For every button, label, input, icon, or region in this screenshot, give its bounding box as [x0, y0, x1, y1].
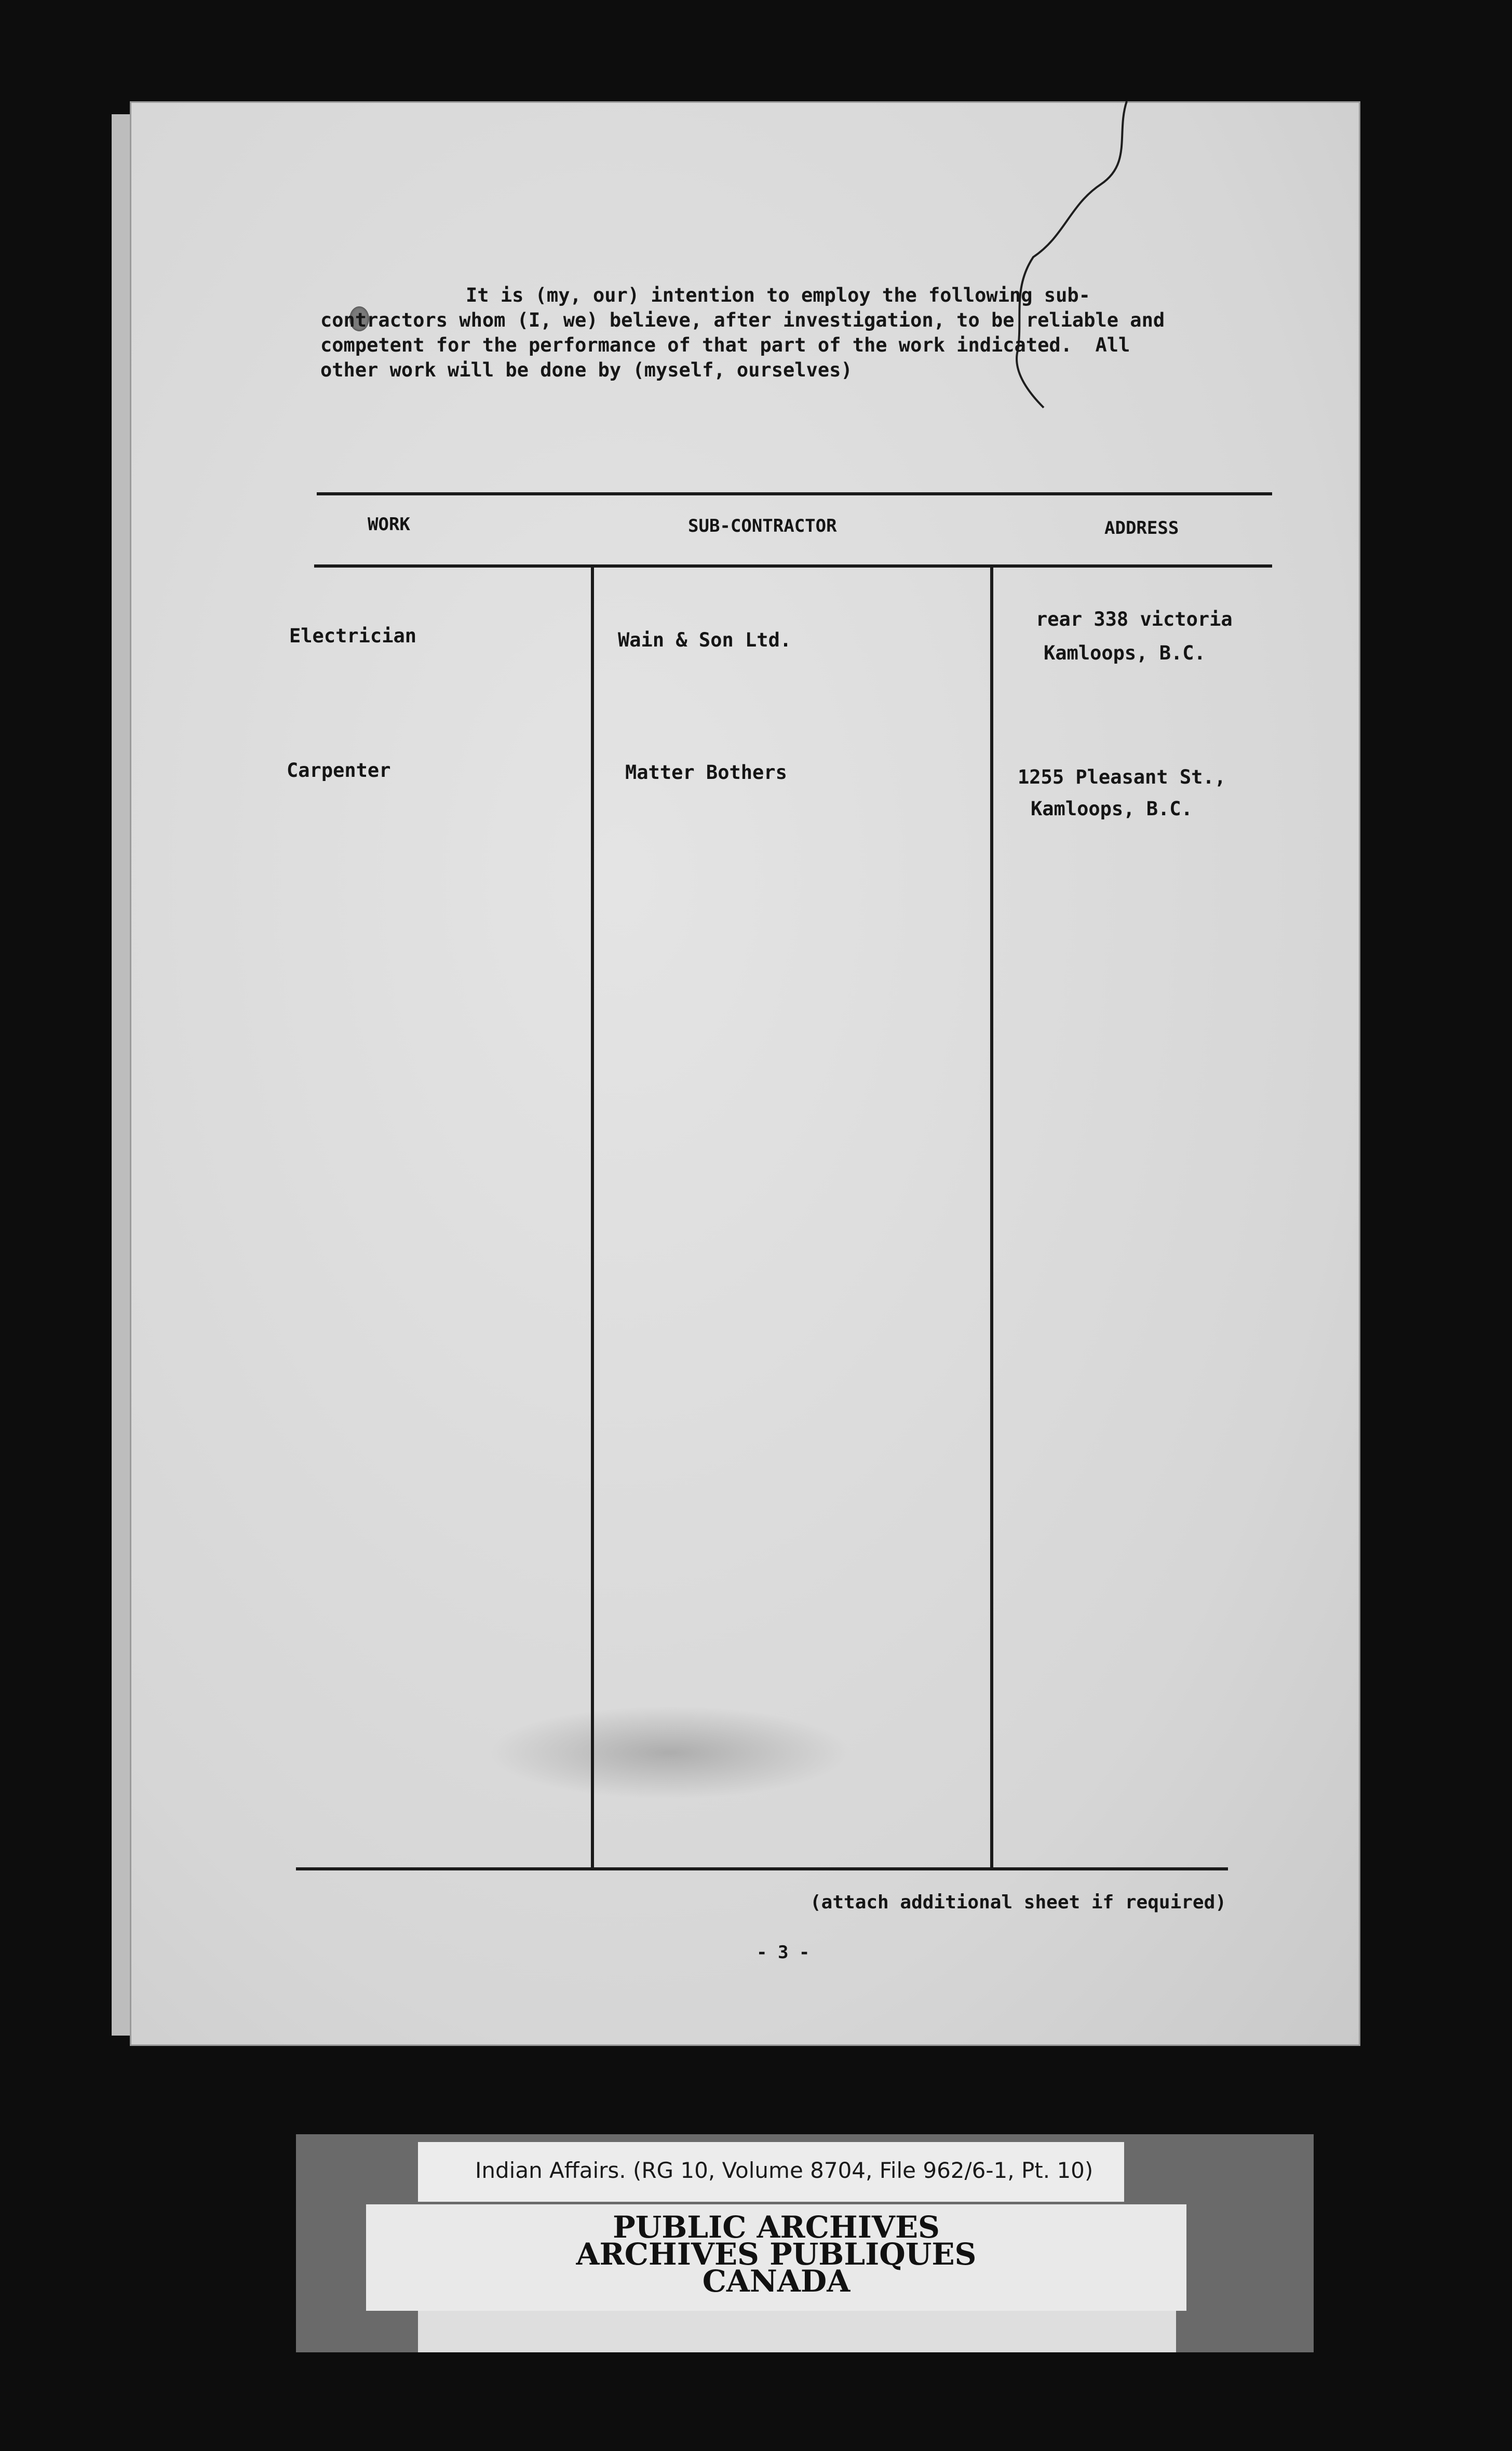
stamp-line-2: ARCHIVES PUBLIQUES — [576, 2237, 977, 2272]
row-2-address-line-1: 1255 Pleasant St., — [1018, 766, 1226, 788]
ink-smudge — [488, 1706, 852, 1799]
stamp-line-1: PUBLIC ARCHIVES — [613, 2210, 940, 2245]
header-work: WORK — [368, 514, 410, 535]
archive-reference: Indian Affairs. (RG 10, Volume 8704, File 962/6-1, Pt. 10) — [475, 2158, 1094, 2183]
table-bottom-rule — [296, 1867, 1228, 1870]
column-divider-1 — [591, 566, 594, 1869]
intro-line-1: It is (my, our) intention to employ the following sub- — [466, 284, 1090, 306]
stamp-line-3: CANADA — [702, 2264, 851, 2299]
row-1-work: Electrician — [289, 625, 417, 647]
row-2-subcontractor: Matter Bothers — [625, 761, 787, 784]
header-address: ADDRESS — [1104, 518, 1179, 538]
row-1-subcontractor: Wain & Son Ltd. — [618, 629, 792, 651]
archive-reference-strip — [418, 2142, 1124, 2202]
attach-sheet-note: (attach additional sheet if required) — [810, 1892, 1226, 1913]
intro-paragraph — [320, 283, 1255, 383]
header-subcontractor: SUB-CONTRACTOR — [688, 516, 837, 536]
archive-stamp — [366, 2204, 1186, 2311]
table-top-rule — [317, 492, 1272, 495]
column-divider-2 — [990, 566, 993, 1869]
row-2-address-line-2: Kamloops, B.C. — [1031, 798, 1193, 820]
page-number: - 3 - — [757, 1942, 810, 1963]
intro-line-4: other work will be done by (myself, ourselves) — [320, 359, 853, 381]
row-1-address-line-1: rear 338 victoria — [1036, 608, 1233, 630]
intro-line-2: contractors whom (I, we) believe, after investigation, to be reliable and — [320, 309, 1165, 331]
intro-line-3: competent for the performance of that part of the work indicated. All — [320, 334, 1130, 356]
row-1-address-line-2: Kamloops, B.C. — [1044, 642, 1206, 664]
document-page — [130, 101, 1360, 2046]
table-header-rule — [314, 564, 1272, 568]
archive-label-bottom-strip — [418, 2311, 1176, 2352]
row-2-work: Carpenter — [287, 759, 391, 782]
